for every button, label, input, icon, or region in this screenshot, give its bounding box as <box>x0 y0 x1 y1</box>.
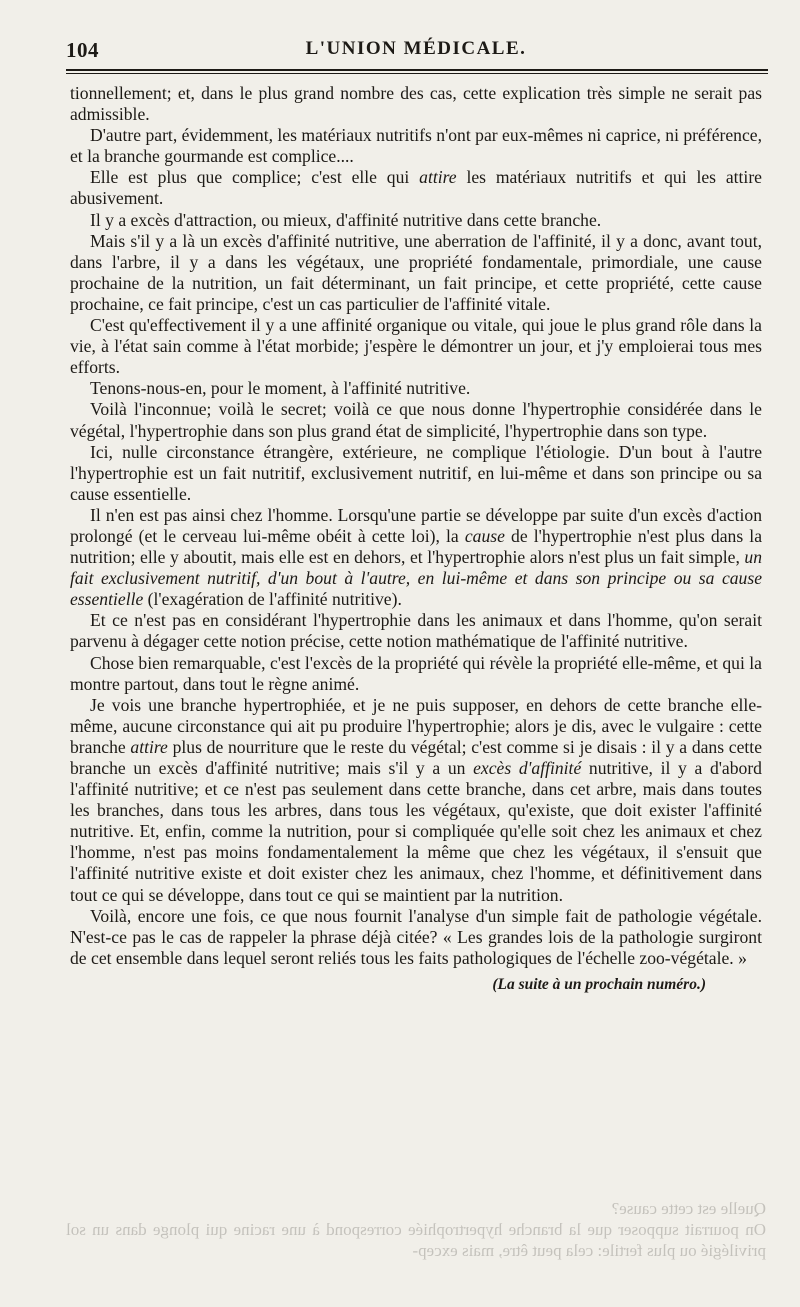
header-rule-thin <box>66 73 768 74</box>
paragraph <box>70 125 762 167</box>
text-run: Voilà l'inconnue; voilà le secret; voilà ce que nous donne l'hypertrophie considérée dans le végétal, l'hypertrophie dans son plus grand état de simplicité, l'hypertrophie dans son type. <box>70 399 762 441</box>
text-run: Elle est plus que complice; c'est elle qui <box>90 167 420 188</box>
text-run: D'autre part, évidemment, les matériaux nutritifs n'ont par eux-mêmes ni caprice, ni préférence, et la branche gourmande est complice.... <box>70 125 762 167</box>
paragraph <box>70 505 762 610</box>
paragraph <box>70 315 762 378</box>
bleed-line: Quelle est cette cause? <box>611 1199 766 1218</box>
text-run: Voilà, encore une fois, ce que nous fournit l'analyse d'un simple fait de pathologie végétale. N'est-ce pas le cas de rappeler la phrase déjà citée? « Les grandes lois de la pathologie surgiront de cet ensemble dans lequel seront reliés tous les faits pathologiques de l'échelle zoo-végétale. » <box>70 905 762 968</box>
paragraph <box>70 653 762 695</box>
italic-text: attire <box>130 736 168 757</box>
page-header <box>66 32 766 66</box>
paragraph <box>70 378 762 399</box>
article-body <box>70 83 762 995</box>
text-run: de l'hypertrophie n'est plus dans la nutrition; elle y aboutit, mais elle est en dehors, et l'hypertrophie alors n'est plus un fait simple, <box>70 525 763 568</box>
text-run: Je vois une branche hypertrophiée, et je ne puis supposer, en dehors de cette branche elle-même, aucune circonstance qui ait pu produire l'hypertrophie; alors je dis, avec le vulgaire : cette branche <box>70 694 762 757</box>
paragraph <box>70 695 762 906</box>
text-run: Il n'en est pas ainsi chez l'homme. Lorsqu'une partie se développe par suite d'un excès d'action prolongé (et le cerveau lui-même obéit à cette loi), la <box>70 504 762 546</box>
text-run: Mais s'il y a là un excès d'affinité nutritive, une aberration de l'affinité, il y a donc, avant tout, dans l'arbre, il y a dans les végétaux, une propriété fondamentale, primordiale, une cause prochaine de la nutrition, un fait déterminant, un fait principe, et cette propriété, cette cause prochaine, ce fait principe, c'est un cas particulier de l'affinité vitale. <box>70 230 762 314</box>
text-run: nutritive, il y a d'abord l'affinité nutritive; et ce n'est pas seulement dans cette branche, dans cet arbre, mais dans toutes les branches, dans tous les arbres, dans tous les végétaux, qu'existe, que doit exister l'affinité nutritive. Et, enfin, comme la nutrition, pour si compliquée qu'elle soit chez les animaux et chez l'homme, n'est pas moins fondamentalement la même que chez les végétaux, il s'ensuit que l'affinité nutritive existe et doit exister chez les animaux, chez l'homme, et définitivement dans tout ce qui se développe, dans tout ce qui se maintient par la nutrition. <box>70 758 762 905</box>
paragraph <box>70 442 762 505</box>
paragraph <box>70 83 762 125</box>
paragraph <box>70 210 762 231</box>
text-run: Tenons-nous-en, pour le moment, à l'affinité nutritive. <box>90 378 471 399</box>
text-run: tionnellement; et, dans le plus grand nombre des cas, cette explication très simple ne serait pas admissible. <box>70 83 762 125</box>
bleed-line: On pourrait supposer que la branche hypertrophiée correspond à une racine qui plonge dans un sol privilégié ou plus fertile: cela peut être, mais excep- <box>66 1220 766 1260</box>
italic-text: attire <box>419 167 457 188</box>
text-run: Et ce n'est pas en considérant l'hypertrophie dans les animaux et dans l'homme, qu'on serait parvenu à dégager cette notion précise, cette notion mathématique de l'affinité nutritive. <box>70 610 762 652</box>
paragraph <box>70 610 762 652</box>
journal-title: L'UNION MÉDICALE. <box>305 38 527 59</box>
text-run: Chose bien remarquable, c'est l'excès de la propriété qui révèle la propriété elle-même, et qui la montre partout, dans tout le règne animé. <box>70 652 762 694</box>
italic-text: cause <box>464 525 505 546</box>
text-run: (l'exagération de l'affinité nutritive). <box>143 589 402 610</box>
text-run: Il y a excès d'attraction, ou mieux, d'affinité nutritive dans cette branche. <box>90 209 602 230</box>
continued-notice: (La suite à un prochain numéro.) <box>492 975 706 993</box>
header-rule <box>66 69 768 71</box>
paragraph <box>70 231 762 315</box>
text-run: Ici, nulle circonstance étrangère, extérieure, ne complique l'étiologie. D'un bout à l'autre l'hypertrophie est un fait nutritif, exclusivement nutritif, en lui-même et dans son principe ou sa cause essentielle. <box>70 441 762 504</box>
paragraph <box>70 906 762 969</box>
paragraph <box>70 399 762 441</box>
page-number: 104 <box>66 38 99 62</box>
italic-text: un fait exclusivement nutritif, d'un bout à l'autre, en lui-même et dans son principe ou sa cause essentielle <box>70 547 762 610</box>
text-run: C'est qu'effectivement il y a une affinité organique ou vitale, qui joue le plus grand rôle dans la vie, à l'état sain comme à l'état morbide; j'espère le démontrer un jour, et j'y emploierai tous mes efforts. <box>70 315 762 378</box>
paragraph <box>70 167 762 209</box>
bleed-through-text <box>66 1198 766 1306</box>
text-run: plus de nourriture que le reste du végétal; c'est comme si je disais : il y a dans cette branche un excès d'affinité nutritive; mais s'il y a un <box>70 736 763 778</box>
text-run: les matériaux nutritifs et qui les attire abusivement. <box>70 167 762 209</box>
italic-text: excès d'affinité <box>473 758 582 778</box>
